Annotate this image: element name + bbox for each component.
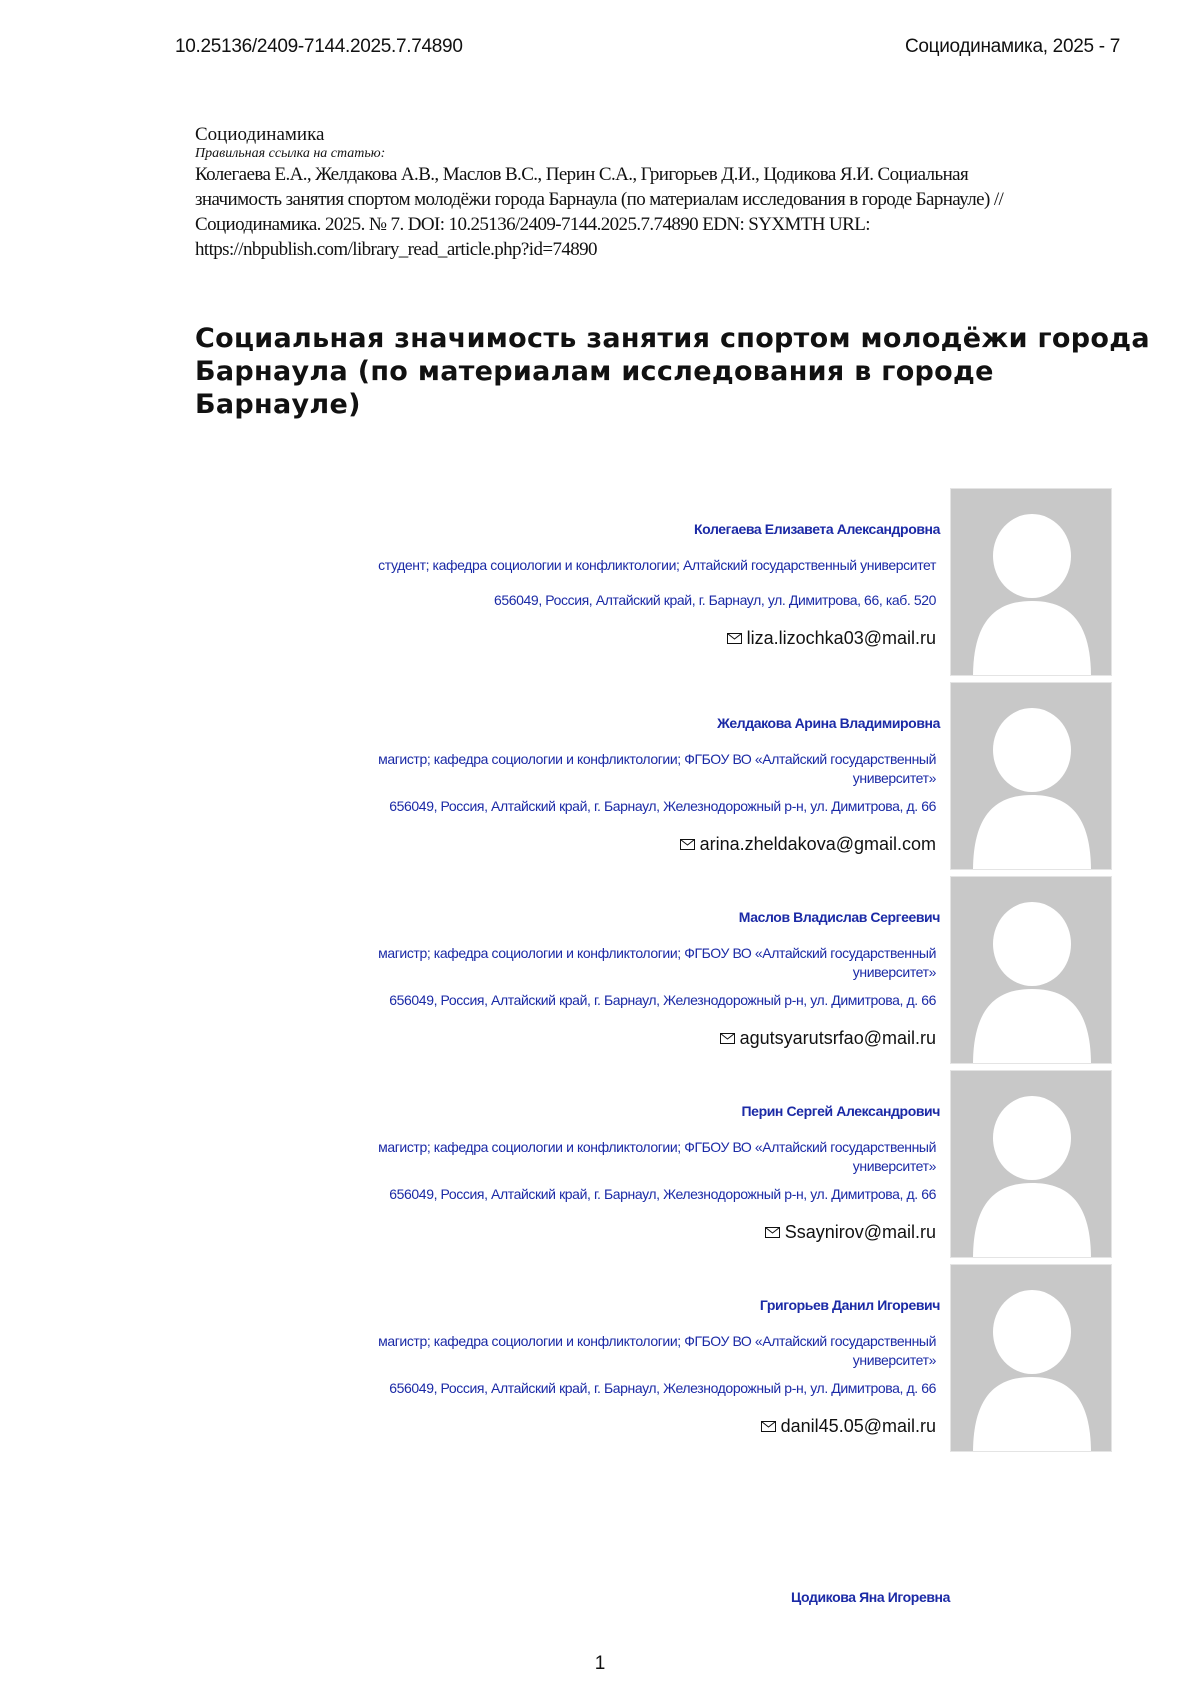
citation-line-2: значимость занятия спортом молодёжи города Барнаула (по материалам исследования в городе Барнауле) // <box>195 189 1004 210</box>
author-name[interactable]: Желдакова Арина Владимировна <box>717 715 940 731</box>
envelope-icon <box>761 1421 776 1432</box>
citation-url[interactable]: https://nbpublish.com/library_read_article.php?id=74890 <box>195 239 597 260</box>
author-email[interactable]: agutsyarutsrfao@mail.ru <box>739 1028 936 1048</box>
envelope-icon <box>765 1227 780 1238</box>
author-card <box>300 488 1175 676</box>
author-name[interactable]: Григорьев Данил Игоревич <box>759 1297 940 1313</box>
author-email[interactable]: arina.zheldakova@gmail.com <box>699 834 936 854</box>
author-photo-placeholder <box>950 1070 1112 1258</box>
author-email[interactable]: Ssaynirov@mail.ru <box>784 1222 936 1242</box>
page-number: 1 <box>594 1653 606 1674</box>
author-photo-placeholder <box>950 488 1112 676</box>
header-doi: 10.25136/2409-7144.2025.7.74890 <box>175 36 463 57</box>
author-name[interactable]: Маслов Владислав Сергеевич <box>738 909 940 925</box>
author-email[interactable]: danil45.05@mail.ru <box>780 1416 936 1436</box>
author-address: 656049, Россия, Алтайский край, г. Барнаул, Железнодорожный р-н, ул. Димитрова, д. 66 <box>389 1380 936 1396</box>
header-journal-issue: Социодинамика, 2025 - 7 <box>904 36 1120 57</box>
author-email-row[interactable] <box>720 1028 936 1049</box>
avatar-icon <box>951 1265 1112 1452</box>
author-name[interactable]: Колегаева Елизавета Александровна <box>694 521 940 537</box>
author-affiliation: магистр; кафедра социологии и конфликтологии; ФГБОУ ВО «Алтайский государственный университет» <box>378 945 936 980</box>
author-card <box>300 1264 1175 1452</box>
citation-label: Правильная ссылка на статью: <box>195 146 386 161</box>
citation-block <box>195 124 1075 262</box>
author-card <box>300 1070 1175 1258</box>
author-name-last[interactable]: Цодикова Яна Игоревна <box>791 1589 950 1605</box>
citation-line-3: Социодинамика. 2025. № 7. DOI: 10.25136/2409-7144.2025.7.74890 EDN: SYXMTH URL: <box>195 214 870 235</box>
author-photo-placeholder <box>950 682 1112 870</box>
author-email-row[interactable] <box>727 628 936 649</box>
author-address: 656049, Россия, Алтайский край, г. Барнаул, Железнодорожный р-н, ул. Димитрова, д. 66 <box>389 798 936 814</box>
author-photo-placeholder <box>950 876 1112 1064</box>
avatar-icon <box>951 1071 1112 1258</box>
envelope-icon <box>727 633 742 644</box>
author-email-row[interactable] <box>761 1416 936 1437</box>
avatar-icon <box>951 877 1112 1064</box>
author-name[interactable]: Перин Сергей Александрович <box>741 1103 940 1119</box>
author-email[interactable]: liza.lizochka03@mail.ru <box>746 628 936 648</box>
author-affiliation: магистр; кафедра социологии и конфликтологии; ФГБОУ ВО «Алтайский государственный университет» <box>378 1333 936 1368</box>
author-affiliation: студент; кафедра социологии и конфликтологии; Алтайский государственный университет <box>378 557 936 573</box>
envelope-icon <box>720 1033 735 1044</box>
avatar-icon <box>951 683 1112 870</box>
citation-journal: Социодинамика <box>195 124 325 145</box>
author-address: 656049, Россия, Алтайский край, г. Барнаул, ул. Димитрова, 66, каб. 520 <box>494 592 936 608</box>
envelope-icon <box>680 839 695 850</box>
citation-line-1: Колегаева Е.А., Желдакова А.В., Маслов В.С., Перин С.А., Григорьев Д.И., Цодикова Я.И. Социальная <box>195 164 969 185</box>
author-email-row[interactable] <box>765 1222 936 1243</box>
author-affiliation: магистр; кафедра социологии и конфликтологии; ФГБОУ ВО «Алтайский государственный университет» <box>378 1139 936 1174</box>
avatar-icon <box>951 489 1112 676</box>
author-card <box>300 682 1175 870</box>
author-address: 656049, Россия, Алтайский край, г. Барнаул, Железнодорожный р-н, ул. Димитрова, д. 66 <box>389 992 936 1008</box>
article-title: Социальная значимость занятия спортом молодёжи города Барнаула (по материалам исследования в городе Барнауле) <box>195 323 1150 420</box>
author-email-row[interactable] <box>680 834 936 855</box>
author-affiliation: магистр; кафедра социологии и конфликтологии; ФГБОУ ВО «Алтайский государственный университет» <box>378 751 936 786</box>
author-photo-placeholder <box>950 1264 1112 1452</box>
author-address: 656049, Россия, Алтайский край, г. Барнаул, Железнодорожный р-н, ул. Димитрова, д. 66 <box>389 1186 936 1202</box>
author-card <box>300 876 1175 1064</box>
